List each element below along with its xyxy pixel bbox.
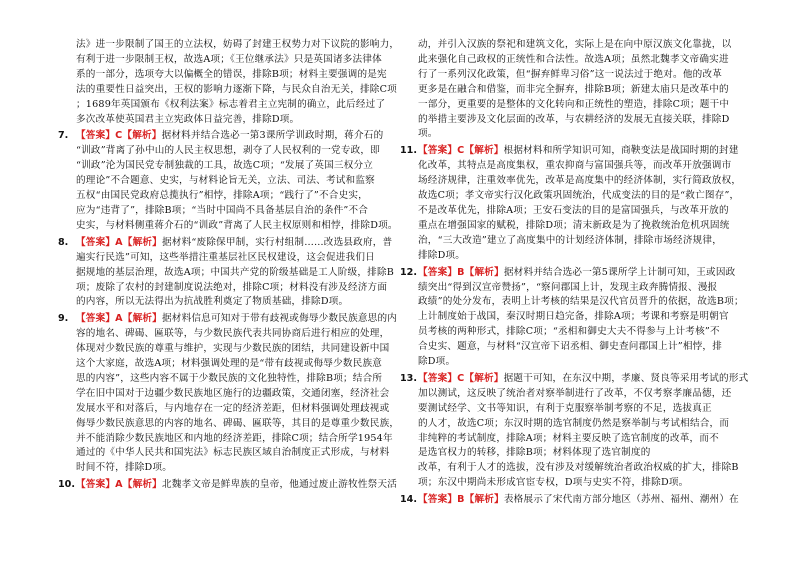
text-line: 应为“违背了”，排除B项；“当时中国尚不具备基层自治的条件”不合 <box>76 204 369 216</box>
text-line: 的理论”不合题意、史实，与材料论旨无关，立法、司法、考试和监察 <box>76 175 375 187</box>
answer-item-14 <box>400 493 748 508</box>
text-line: 是选官权力的转移，排除B项；材料体现了选官制度的 <box>418 447 651 459</box>
text-line: “训政”背离了孙中山的人民主权思想，剥夺了人民权利的一党专政，即 <box>76 145 381 157</box>
text-line: 此来强化自己政权的正统性和合法性。故选A项；虽然北魏孝文帝确实进 <box>418 53 729 65</box>
text-line: 五权“由国民党政府总揽执行”相悖，排除A项；“践行了”不合史实， <box>76 190 368 202</box>
text-line: 改革，有利于人才的选拔，没有涉及对缓解统治者政治权威的扩大，排除B <box>418 462 739 474</box>
text-line: 一部分，更重要的是整体的文化转向和正统性的塑造，排除C项；题干中 <box>418 98 730 110</box>
question-number: 11. <box>400 145 417 157</box>
text-line: 治，“三大改造”建立了高度集中的计划经济体制，排除市场经济规律， <box>418 234 723 246</box>
text-line-content: 据材料并结合选必一第3课所学训政时期，蒋介石的 <box>161 130 384 142</box>
text-line: 非纯粹的考试制度，排除A项；材料主要反映了选官制度的改革，而不 <box>418 432 719 444</box>
answer-item-7 <box>58 129 406 233</box>
text-line: 动，并引入汉族的祭祀和建筑文化，实际上是在向中原汉族文化靠拢，以 <box>418 39 732 50</box>
text-line: 重点在增强国家的赋税，排除D项；清末新政是为了挽救统治危机巩固统 <box>418 219 730 231</box>
text-line: 据规地的基层治理，故选A项；中国共产党的阶级基础是工人阶级，排除B <box>76 266 394 278</box>
text-line: 员考核的两种形式，排除C项；“丞相和御史大夫不得参与上计考核”不 <box>418 326 720 338</box>
text-line: ；1689年英国颁布《权利法案》标志着君主立宪制的确立，此后经过了 <box>76 98 386 110</box>
answer-item-13 <box>400 372 748 491</box>
text-line <box>418 266 748 281</box>
text-line: 发展水平和对落后，与内地存在一定的经济差距，但材料强调处理歧视或 <box>76 402 390 414</box>
text-line: 多次改革使英国君主立宪政体日益完善，排除D项。 <box>76 113 300 125</box>
text-line: 容的地名、碑碣、匾联等，与少数民族代表共同协商后进行相应的处理， <box>76 328 390 340</box>
answer-item-12 <box>400 266 748 370</box>
question-number: 12. <box>400 266 417 278</box>
text-line-content: 据材料信息可知对于带有歧视或侮辱少数民族意思的内 <box>161 313 398 325</box>
text-line: 体现对少数民族的尊重与维护，实现与少数民族的团结，共同建设新中国 <box>76 343 390 355</box>
answer-tag: 【答案】B【解析】 <box>418 266 504 278</box>
text-line: 除D项。 <box>418 356 456 368</box>
text-line: 加以测试，这反映了统治者对察举制进行了改革，不仅考察孝廉品德，还 <box>418 387 732 399</box>
text-line-content: 北魏孝文帝是鲜卑族的皇帝，他通过废止游牧性祭天活 <box>161 479 398 491</box>
text-line-content: 根据材料和所学知识可知，商鞅变法是战国时期的封建 <box>503 145 739 157</box>
text-line: 法的重要性日益突出，王权的影响力逐渐下降，与民众自治无关，排除C项 <box>76 83 397 95</box>
continued-paragraph <box>418 38 748 142</box>
text-line <box>76 478 406 493</box>
answer-item-11 <box>400 144 748 263</box>
text-line: 项。 <box>418 128 438 140</box>
text-line: 排除D项。 <box>418 249 466 261</box>
text-line: 时间不符，排除D项。 <box>76 462 173 474</box>
text-line: 遍实行民选”可知，这些举措注重基层社区民权建设，这会促进我们日 <box>76 251 375 263</box>
question-number: 9. <box>58 313 69 325</box>
question-number: 7. <box>58 130 69 142</box>
answer-tag: 【答案】A【解析】 <box>76 479 162 491</box>
answer-tag: 【答案】A【解析】 <box>76 313 162 325</box>
text-line: 史实，与材料侧重蒋介石的“训政”背离了人民主权原则和相悖，排除D项。 <box>76 219 398 231</box>
question-number: 10. <box>58 479 75 491</box>
text-line: 项；东汉中期尚未形成官宦专权，D项与史实不符，排除D项。 <box>418 477 689 489</box>
text-line: 学在旧中国对于边疆少数民族地区施行的边疆政策，交通闭塞，经济社会 <box>76 387 390 399</box>
text-line: 有利于进一步限制王权，故选A项；《王位继承法》只是英国诸多法律体 <box>76 53 382 65</box>
answer-tag: 【答案】C【解析】 <box>418 372 504 384</box>
text-line: 这个大家庭，故选A项；材料强调处理的是“带有歧视或侮辱少数民族意 <box>76 358 383 370</box>
answer-tag: 【答案】B【解析】 <box>418 494 504 506</box>
text-line: 上计制度始于战国，秦汉时期日趋完备，排除A项；考课和考察是明朝官 <box>418 311 729 323</box>
text-line: 政绩”的处分发布，表明上计考核的结果是汉代官员晋升的依据，故选B项； <box>418 296 744 308</box>
text-line: 绩突出“得到汉宣帝赞扬”，“察问郡国上计，发现主政奔腾情报、漫报 <box>418 281 718 293</box>
text-line: 的内容，所以无法得出为抗战胜利奠定了物质基础，排除D项。 <box>76 296 349 308</box>
text-line: 化改革，其特点是高度集权，重农抑商与富国强兵等，而改革开放强调市 <box>418 160 732 172</box>
text-line: 故选C项；孝文帝实行汉化政策巩固统治，代成变法的目的是“救亡图存”， <box>418 190 740 202</box>
question-number: 14. <box>400 494 417 506</box>
text-line: 的举措主要涉及文化层面的改革，与农耕经济的发展无直接关联，排除D <box>418 113 730 125</box>
text-line <box>418 372 748 387</box>
question-number: 8. <box>58 236 69 248</box>
text-line: 思的内容”，这些内容不属于少数民族的文化独特性，排除B项；结合所 <box>76 372 383 384</box>
text-line-content: 据题干可知，在东汉中期，孝廉、贤良等采用考试的形式 <box>503 372 748 384</box>
text-line: 侮辱少数民族意思的内容的地名、碑碣、匾联等，其目的是尊重少数民族， <box>76 417 400 429</box>
text-line <box>418 144 748 159</box>
text-line: 并不能消除少数民族地区和内地的经济差距，排除C项；结合所学1954年 <box>76 432 393 444</box>
answer-item-9 <box>58 312 406 476</box>
text-line-content: 据材料并结合选必一第5课所学上计制可知，王或因政 <box>503 266 736 278</box>
left-column <box>58 38 406 495</box>
answer-tag: 【答案】A【解析】 <box>76 236 162 248</box>
answer-item-10 <box>58 478 406 493</box>
answer-item-8 <box>58 236 406 311</box>
text-line: 的人才，故选C项；东汉时期的选官制度仍然是察举制与考试相结合，而 <box>418 417 730 429</box>
text-line <box>76 236 406 251</box>
answer-tag: 【答案】C【解析】 <box>76 130 162 142</box>
question-number: 13. <box>400 372 417 384</box>
continued-paragraph <box>76 38 406 127</box>
text-line: 行了一系列汉化政策，但“摒弃鲜卑习俗”这一说法过于绝对。他的改革 <box>418 68 723 80</box>
text-line <box>418 493 748 508</box>
right-column <box>400 38 748 510</box>
text-line: 要测试经学、文书等知识，有利于克服察举制考察的不足，选拔真正 <box>418 402 712 414</box>
text-line: 系的一部分，选项夸大以偏概全的错误，排除B项；材料主要强调的是宪 <box>76 68 387 80</box>
text-line: 更多是在融合和借鉴，而非完全摒弃，排除B项；新建太庙只是改革中的 <box>418 83 729 95</box>
text-line: 通过的《中华人民共和国宪法》标志民族区域自治制度正式形成，与材料 <box>76 447 390 459</box>
text-line-content: 表格展示了宋代南方部分地区（苏州、福州、潮州）在 <box>503 494 739 506</box>
text-line-content: 据材料“废除保甲制，实行村组制……改选县政府，普 <box>161 236 393 248</box>
text-line: “训政”沦为国民党专制独裁的工具，故选C项；“发展了英国三权分立 <box>76 160 374 172</box>
text-line: 不是改革优先，排除A项；王安石变法的目的是富国强兵，与改革开放的 <box>418 204 729 216</box>
text-line <box>76 312 406 327</box>
text-line: 法》进一步限制了国王的立法权，妨碍了封建王权势力对下议院的影响力， <box>76 39 400 50</box>
text-line: 场经济规律，注重效率优先，改革是高度集中的经济体制，实行简政放权， <box>418 175 742 187</box>
answer-tag: 【答案】C【解析】 <box>418 145 504 157</box>
text-line: 项；废除了农村的封建制度说法绝对，排除C项；材料没有涉及经济方面 <box>76 281 388 293</box>
text-line <box>76 129 406 144</box>
text-line: 合史实、题意，与材料“汉宣帝下诏丞相、御史查问郡国上计”相悖，排 <box>418 341 723 353</box>
